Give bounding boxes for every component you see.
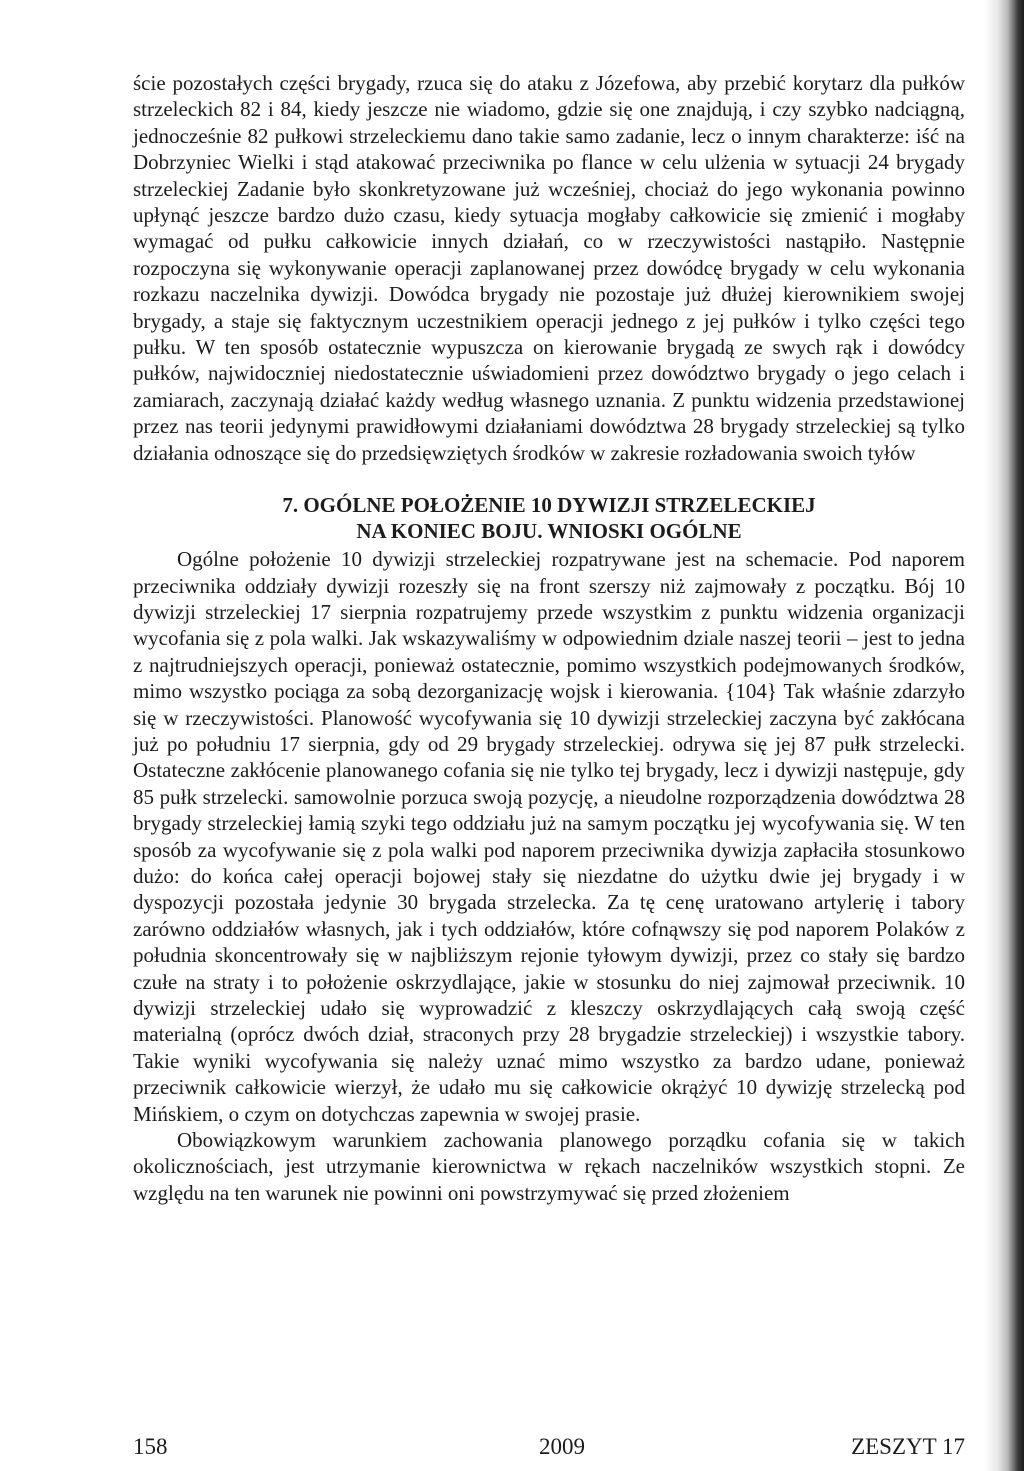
- paragraph-general-situation: Ogólne położenie 10 dywizji strzeleckiej rozpatrywane jest na schemacie. Pod naporem przeciwnika oddziały dywizji rozeszły się na front szerszy niż zajmowały z początku. Bój 10 dywizji strzeleckiej 17 sierpnia rozpatrujemy przede wszystkim z punktu widzenia organizacji wycofania się z pola walki. Jak wskazywaliśmy w odpowiednim dziale naszej teorii – jest to jedna z najtrudniejszych operacji, ponieważ ostatecznie, pomimo wszystkich podejmowanych środków, mimo wszystko pociąga za sobą dezorganizację wojsk i kierowania. {104} Tak właśnie zdarzyło się w rzeczywistości. Planowość wycofywania się 10 dywizji strzeleckiej zaczyna być zakłócana już po południu 17 sierpnia, gdy od 29 brygady strzeleckiej. odrywa się jej 87 pułk strzelecki. Ostateczne zakłócenie planowanego cofania się nie tylko tej brygady, lecz i dywizji następuje, gdy 85 pułk strzelecki. samowolnie porzuca swoją pozycję, a nieudolne rozporządzenia dowództwa 28 brygady strzeleckiej łamią szyki tego oddziału już na samym początku jej wycofywania się. W ten sposób za wycofywanie się z pola walki pod naporem przeciwnika dywizja zapłaciła stosunkowo dużo: do końca całej operacji bojowej stały się niezdatne do użytku dwie jej brygady i w dyspozycji pozostała jedynie 30 brygada strzelecka. Za tę cenę uratowano artylerię i tabory zarówno oddziałów własnych, jak i tych oddziałów, które cofnąwszy się pod naporem Polaków z południa skoncentrowały się w najbliższym rejonie tyłowym dywizji, przez co stały się bardzo czułe na straty i to położenie oskrzydlające, jakie w stosunku do niej zajmował przeciwnik. 10 dywizji strzeleckiej udało się wyprowadzić z kleszczy oskrzydlających całą swoją część materialną (oprócz dwóch dział, straconych przy 28 brygadzie strzeleckiej) i wszystkie tabory. Takie wyniki wycofywania się należy uznać mimo wszystko za bardzo udane, ponieważ przeciwnik całkowicie wierzył, że udało mu się całkowicie okrążyć 10 dywizję strzelecką pod Mińskiem, o czym on dotychczas zapewnia w swojej prasie.: [133, 547, 965, 1126]
- section-heading: [133, 492, 965, 544]
- section-heading-line-1: 7. OGÓLNE POŁOŻENIE 10 DYWIZJI STRZELECKIEJ: [282, 493, 816, 518]
- paragraph-obligatory-condition: Obowiązkowym warunkiem zachowania planowego porządku cofania się w takich okolicznościach, jest utrzymanie kierownictwa w rękach naczelników wszystkich stopni. Ze względu na ten warunek nie powinni oni powstrzymywać się przed złożeniem: [133, 1128, 965, 1205]
- footer-issue: ZESZYT 17: [851, 1434, 965, 1459]
- book-spine-shadow: [984, 0, 1024, 1471]
- section-heading-line-2: NA KONIEC BOJU. WNIOSKI OGÓLNE: [356, 519, 742, 544]
- footer-year: 2009: [539, 1434, 585, 1459]
- paragraph-continuation: ście pozostałych części brygady, rzuca się do ataku z Józefowa, aby przebić korytarz dla pułków strzeleckich 82 i 84, kiedy jeszcze nie wiadomo, gdzie się one znajdują, i czy szybko nadciągną, jednocześnie 82 pułkowi strzeleckiemu dano takie samo zadanie, lecz o innym charakterze: iść na Dobrzyniec Wielki i stąd atakować przeciwnika po flance w celu ulżenia w sytuacji 24 brygady strzeleckiej Zadanie było skonkretyzowane już wcześniej, chociaż do jego wykonania powinno upłynąć jeszcze bardzo dużo czasu, kiedy sytuacja mogłaby całkowicie się zmienić i mogłaby wymagać od pułku całkowicie innych działań, co w rzeczywistości nastąpiło. Następnie rozpoczyna się wykonywanie operacji zaplanowanej przez dowódcę brygady w celu wykonania rozkazu naczelnika dywizji. Dowódca brygady nie pozostaje już dłużej kierownikiem swojej brygady, a staje się faktycznym uczestnikiem operacji jednego z jej pułków i tylko części tego pułku. W ten sposób ostatecznie wypuszcza on kierowanie brygadą ze swych rąk i dowódcy pułków, najwidoczniej niedostatecznie uświadomieni przez dowództwo brygady o jego celach i zamiarach, zaczynają działać każdy według własnego uznania. Z punktu widzenia przedstawionej przez nas teorii jedynymi prawidłowymi działaniami dowództwa 28 brygady strzeleckiej są tylko działania odnoszące się do przedsięwziętych środków w zakresie rozładowania swoich tyłów: [133, 71, 965, 465]
- body-text: [133, 70, 965, 1206]
- page-footer: [133, 1434, 965, 1464]
- page-number: 158: [133, 1434, 168, 1459]
